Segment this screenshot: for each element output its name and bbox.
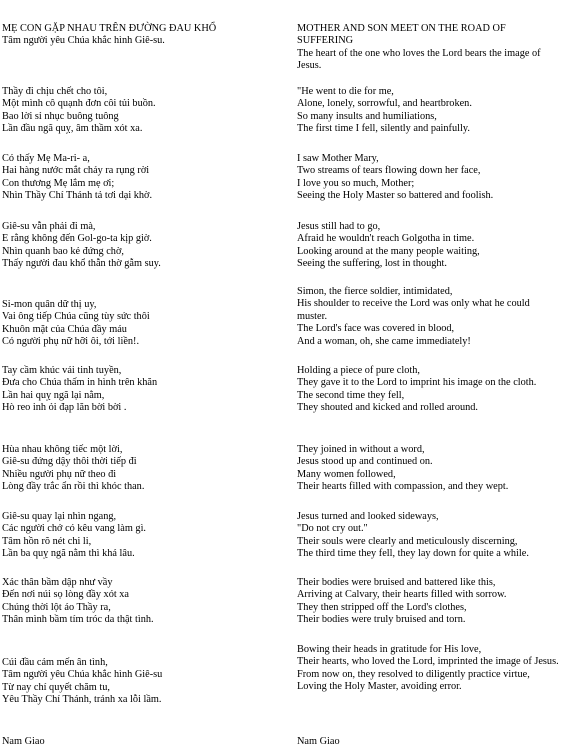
poem-line: "Do not cry out." — [297, 523, 368, 535]
poem-line: Chúng thời lột áo Thầy ra, — [2, 601, 111, 613]
poem-line: They joined in without a word, — [297, 444, 425, 455]
vietnamese-title: MẸ CON GẶP NHAU TRÊN ĐƯỜNG ĐAU KHỔ — [2, 23, 217, 34]
vietnamese-stanza-5 — [2, 365, 284, 415]
english-subtitle: The heart of the one who loves the Lord bears the image of Jesus. — [297, 47, 541, 72]
poem-line: Tâm người yêu Chúa khắc hình Giê-su — [2, 669, 163, 681]
poem-line: Nhiều người phụ nữ theo đi — [2, 468, 117, 480]
poem-line: Many women followed, — [297, 468, 396, 480]
poem-line: Hò reo inh ỏi đạp lăn bời bời . — [2, 402, 127, 414]
poem-line: Hùa nhau không tiếc một lời, — [2, 444, 123, 455]
english-stanza-6 — [297, 444, 560, 494]
vietnamese-stanza-6 — [2, 444, 284, 494]
poem-line: Holding a piece of pure cloth, — [297, 365, 420, 376]
poem-line: The first time I fell, silently and painfully. — [297, 123, 470, 135]
vietnamese-subtitle: Tâm người yêu Chúa khắc hình Giê-su. — [2, 35, 165, 47]
poem-line: Their souls were clearly and meticulously discerning, — [297, 535, 518, 547]
poem-line: They shouted and kicked and rolled around. — [297, 402, 478, 414]
poem-line: Seeing the Holy Master so battered and foolish. — [297, 190, 494, 202]
poem-line: I love you so much, Mother; — [297, 177, 415, 189]
vietnamese-stanza-2 — [2, 153, 284, 203]
poem-line: Giê-su vẫn phải đi mà, — [2, 221, 96, 232]
poem-line: The third time they fell, they lay down for quite a while. — [297, 548, 529, 560]
vietnamese-stanza-1 — [2, 86, 284, 136]
english-author: Nam Giao — [297, 736, 340, 747]
poem-line: Arriving at Calvary, their hearts filled with sorrow. — [297, 589, 507, 601]
english-stanza-5 — [297, 365, 560, 415]
poem-line: Có người phụ nữ hỡi ôi, tới liền!. — [2, 336, 140, 348]
poem-line: Their bodies were truly bruised and torn. — [297, 614, 466, 626]
poem-line: Lòng đầy trắc ẩn rồi thì khóc than. — [2, 481, 145, 493]
poem-line: Si-mon quân dữ thị uy, — [2, 299, 97, 310]
vietnamese-stanza-3 — [2, 221, 284, 271]
vietnamese-stanza-9 — [2, 657, 284, 707]
poem-line: Loving the Holy Master, avoiding error. — [297, 681, 462, 693]
poem-line: Nhìn Thầy Chí Thánh tả tơi dại khờ. — [2, 190, 153, 202]
english-stanza-4 — [297, 286, 560, 348]
vietnamese-stanza-7 — [2, 511, 284, 561]
poem-line: From now on, they resolved to diligently practice virtue, — [297, 668, 530, 680]
poem-line: Jesus still had to go, — [297, 221, 381, 232]
poem-line: Thân mình bầm tím tróc da thật tình. — [2, 614, 154, 626]
poem-line: Giê-su quay lại nhìn ngang, — [2, 511, 117, 522]
poem-line: Các người chớ có kêu vang làm gì. — [2, 523, 147, 535]
english-stanza-7 — [297, 511, 560, 561]
poem-line: I saw Mother Mary, — [297, 153, 379, 164]
english-stanza-8 — [297, 577, 560, 627]
poem-line: Hai hàng nước mắt chảy ra rụng rời — [2, 165, 150, 177]
poem-line: Jesus turned and looked sideways, — [297, 511, 439, 522]
poem-line: Từ nay chí quyết chăm tu, — [2, 681, 110, 693]
poem-line: His shoulder to receive the Lord was only what he could muster. — [297, 298, 530, 322]
poem-line: Bao lời sỉ nhục buông tuông — [2, 110, 119, 122]
poem-line: Looking around at the many people waiting, — [297, 245, 480, 257]
poem-line: Nhìn quanh bao kẻ đứng chờ, — [2, 245, 124, 257]
poem-line: Có thấy Mẹ Ma-ri- a, — [2, 153, 90, 164]
poem-line: Afraid he wouldn't reach Golgotha in time. — [297, 233, 475, 245]
poem-line: Thầy đi chịu chết cho tôi, — [2, 86, 108, 97]
poem-line: And a woman, oh, she came immediately! — [297, 335, 471, 347]
poem-line: Tay cầm khúc vải tinh tuyền, — [2, 365, 122, 376]
poem-line: Khuôn mặt của Chúa đầy máu — [2, 323, 127, 335]
vietnamese-stanza-4 — [2, 299, 284, 349]
poem-line: Lần đầu ngã quỵ, âm thầm xót xa. — [2, 123, 143, 135]
poem-line: E rằng không đến Gol-go-ta kịp giờ. — [2, 233, 152, 245]
english-column — [297, 23, 560, 747]
poem-line: The second time they fell, — [297, 389, 405, 401]
poem-line: Simon, the fierce soldier, intimidated, — [297, 286, 453, 297]
poem-line: Their hearts, who loved the Lord, imprinted the image of Jesus. — [297, 656, 559, 668]
poem-line: Tâm hồn rõ nét chi li, — [2, 535, 92, 547]
poem-line: Giê-su đứng dậy thôi thời tiếp đi — [2, 456, 137, 468]
poem-line: Yêu Thầy Chí Thánh, tránh xa lỗi lầm. — [2, 694, 162, 706]
english-stanza-3 — [297, 221, 560, 271]
english-stanza-9 — [297, 644, 560, 694]
poem-line: Lần ba quỵ ngã nằm thì khá lâu. — [2, 548, 135, 560]
poem-line: "He went to die for me, — [297, 86, 394, 97]
poem-line: Bowing their heads in gratitude for His love, — [297, 644, 482, 655]
poem-line: The Lord's face was covered in blood, — [297, 323, 455, 335]
poem-line: Their hearts filled with compassion, and they wept. — [297, 481, 509, 493]
english-title: MOTHER AND SON MEET ON THE ROAD OF SUFFERING — [297, 23, 506, 47]
poem-line: Con thương Mẹ lắm mẹ ơi; — [2, 177, 115, 189]
poem-line: So many insults and humiliations, — [297, 110, 437, 122]
poem-line: Alone, lonely, sorrowful, and heartbroken. — [297, 98, 472, 110]
poem-line: Đến nơi núi sọ lòng đầy xót xa — [2, 589, 129, 601]
poem-line: Cúi đầu cảm mến ân tình, — [2, 657, 108, 668]
english-stanza-1 — [297, 86, 560, 136]
poem-line: Their bodies were bruised and battered like this, — [297, 577, 496, 588]
poem-line: Two streams of tears flowing down her face, — [297, 165, 481, 177]
poem-line: Seeing the suffering, lost in thought. — [297, 258, 447, 270]
poem-line: Một mình cô quạnh đơn côi tủi buồn. — [2, 98, 156, 110]
poem-line: They then stripped off the Lord's clothes, — [297, 601, 467, 613]
poem-line: Thấy người đau khổ thẫn thờ gẫm suy. — [2, 258, 161, 270]
poem-line: Vai ông tiếp Chúa cũng tùy sức thôi — [2, 311, 150, 323]
poem-line: Đưa cho Chúa thấm in hình trên khăn — [2, 377, 158, 389]
poem-line: They gave it to the Lord to imprint his image on the cloth. — [297, 377, 537, 389]
poem-line: Lần hai quỵ ngã lại nằm, — [2, 389, 105, 401]
poem-line: Xác thân bầm dập như vầy — [2, 577, 113, 588]
poem-line: Jesus stood up and continued on. — [297, 456, 433, 468]
vietnamese-author: Nam Giao — [2, 736, 45, 747]
english-stanza-2 — [297, 153, 560, 203]
vietnamese-stanza-8 — [2, 577, 284, 627]
vietnamese-column — [2, 23, 284, 747]
